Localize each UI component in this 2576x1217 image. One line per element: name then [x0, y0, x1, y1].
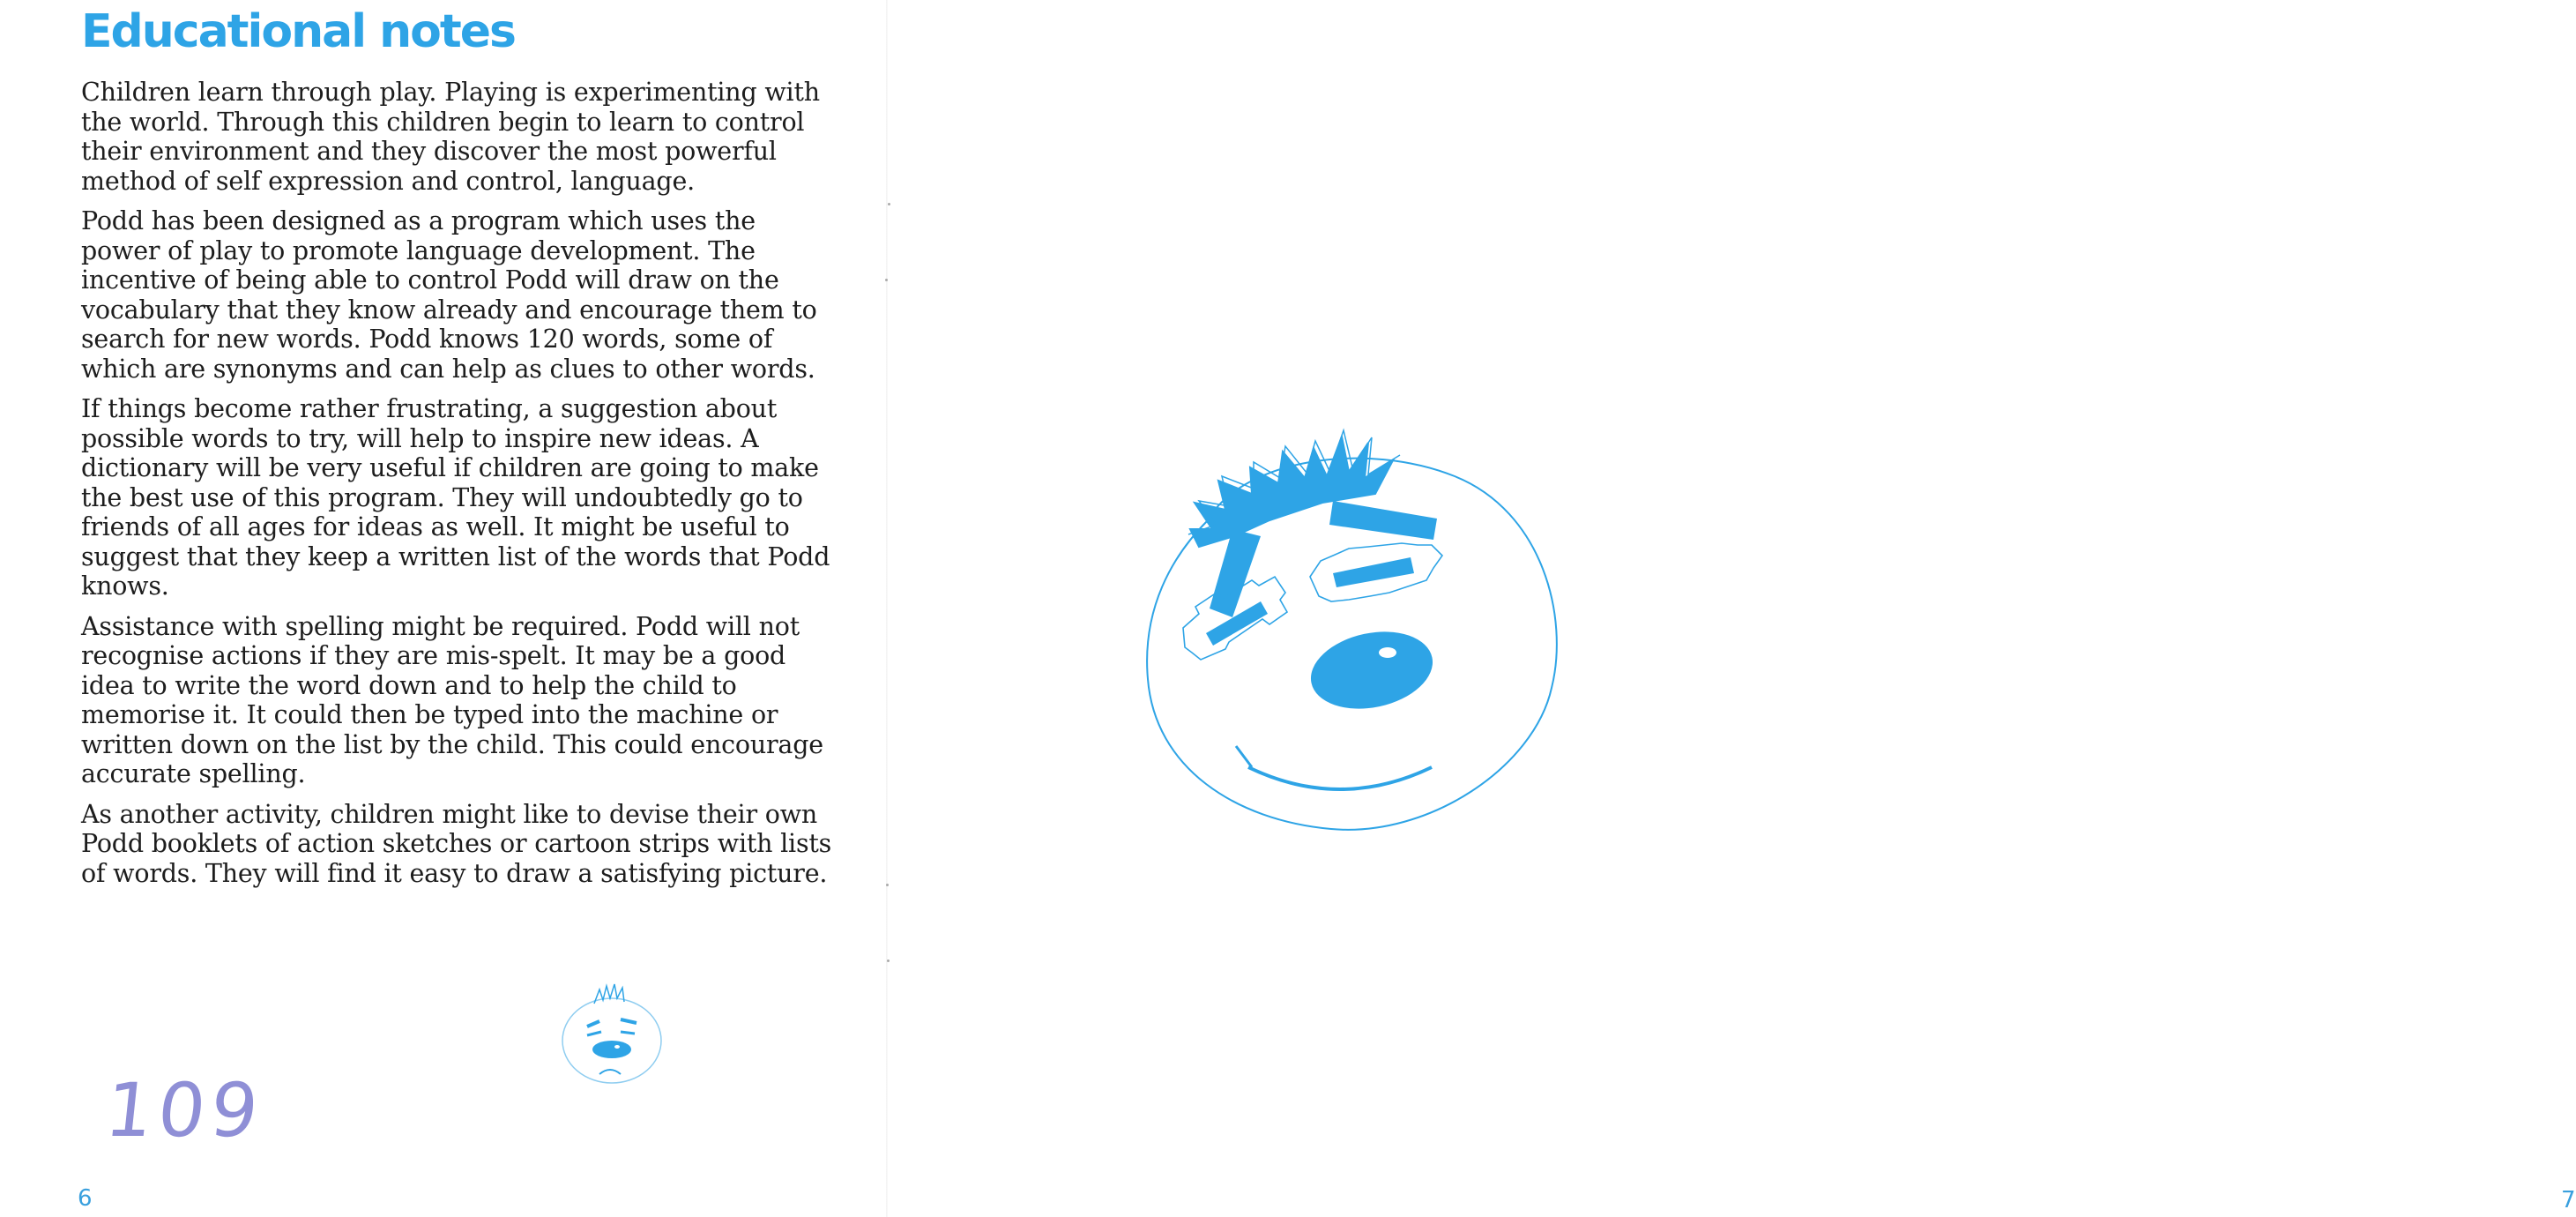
left-page [0, 0, 886, 1217]
page-number-right: 7 [2561, 1187, 2576, 1213]
page-number-left: 6 [78, 1185, 93, 1212]
mouth [1248, 767, 1432, 789]
paragraph-1: Children learn through play. Playing is experimenting with the world. Through this children begin to learn to control their environment and they discover the most powerful method of self expression and control, language. [81, 78, 820, 196]
body-text [81, 78, 839, 899]
paragraph-4: Assistance with spelling might be required. Podd will not recognise actions if they are mis-spelt. It may be a good idea to write the word down and to help the child to memorise it. It could then be typed into the machine or written down on the list by the child. This could encourage accurate spelling. [81, 611, 823, 788]
scan-speck [885, 279, 888, 281]
scan-speck [888, 203, 890, 205]
paragraph-2: Podd has been designed as a program which uses the power of play to promote language development. The incentive of being able to control Podd will draw on the vocabulary that they know already and encourage them to search for new words. Podd knows 120 words, some of which are synonyms and can help as clues to other words. [81, 206, 817, 384]
scan-speck [887, 959, 890, 962]
right-eyebrow [1329, 501, 1437, 540]
paragraph-3: If things become rather frustrating, a suggestion about possible words to try, will help to inspire new ideas. A dictionary will be very useful if children are going to make the best use of this program. They will undoubtedly go to friends of all ages for ideas as well. It might be useful to suggest that they keep a written list of the words that Podd knows. [81, 394, 830, 601]
paragraph-5: As another activity, children might like to devise their own Podd booklets of action sketches or cartoon strips with lists of words. They will find it easy to draw a satisfying picture. [81, 799, 832, 888]
small-podd-face-icon [555, 977, 670, 1092]
handwritten-number: 109 [101, 1067, 268, 1154]
nose [1304, 621, 1440, 719]
podd-face-illustration [1137, 397, 1569, 838]
right-eye [1333, 557, 1414, 587]
left-eyebrow [1210, 529, 1261, 617]
scan-speck [886, 884, 889, 886]
page-heading: Educational notes [81, 5, 515, 58]
